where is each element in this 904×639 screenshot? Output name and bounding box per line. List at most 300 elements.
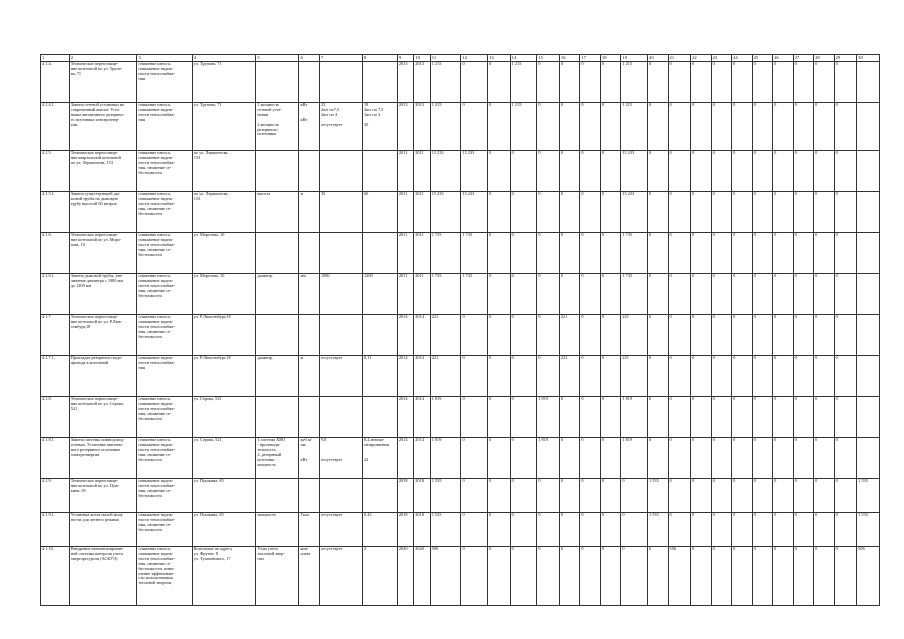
table-cell: 0 xyxy=(510,479,537,513)
table-cell: 0 xyxy=(668,233,691,274)
column-number-cell: 25 xyxy=(752,55,773,62)
column-number-cell: 8 xyxy=(363,55,398,62)
table-cell: 0 xyxy=(752,192,773,233)
table-cell: 2014 xyxy=(397,397,413,438)
column-number-cell: 18 xyxy=(600,55,621,62)
table-cell: 0 xyxy=(752,356,773,397)
table-cell: 18 2шт по 7,5 1шт по 3 30 xyxy=(363,103,398,151)
table-cell: м xyxy=(299,192,320,233)
table-cell: ул. Серова, 521 xyxy=(192,438,256,479)
table-cell: 0 xyxy=(732,151,753,192)
table-cell: 0 xyxy=(648,274,669,315)
table-cell: снижение износа, повышение надеж- ности теплоснабже- ния, снижение се- бестоимости, повы- шение эффективно- сти использования тепловой энергии, xyxy=(137,547,192,606)
table-cell: 60 xyxy=(363,192,398,233)
table-cell: 0 xyxy=(834,513,857,547)
column-number-cell: 15 xyxy=(537,55,560,62)
table-cell: 2014 xyxy=(414,438,430,479)
table-cell: Замена системы химводопод- готовки. Установка автоном- ного резервного источника электроэнергии xyxy=(69,438,137,479)
table-cell: 0 xyxy=(834,438,857,479)
table-cell: 1 819 xyxy=(621,438,648,479)
table-cell: 0 xyxy=(461,356,488,397)
table-cell: 0 xyxy=(691,547,712,606)
column-number-cell: 26 xyxy=(773,55,794,62)
table-cell: 0 xyxy=(488,151,511,192)
table-cell: 0 xyxy=(600,397,621,438)
table-cell: 0,11 xyxy=(363,356,398,397)
table-cell xyxy=(256,233,299,274)
table-cell: 0 xyxy=(668,151,691,192)
table-cell: 0 xyxy=(488,103,511,151)
table-cell: 1 535 xyxy=(648,513,669,547)
table-cell: 221 xyxy=(559,356,580,397)
table-cell: 1 735 xyxy=(430,233,461,274)
table-cell: 0 xyxy=(773,479,794,513)
table-cell xyxy=(256,62,299,103)
table-cell: 1.мощность сетевой уста- новки 2.мощность резервного источника xyxy=(256,103,299,151)
table-cell: 0 xyxy=(648,547,669,606)
table-row xyxy=(41,151,880,192)
column-number-cell: 21 xyxy=(668,55,691,62)
table-cell: 0 xyxy=(559,233,580,274)
table-cell: Прокладка резервного водо- провода в котельной xyxy=(69,356,137,397)
table-cell: 0 xyxy=(461,547,488,606)
table-cell: м xyxy=(299,356,320,397)
table-cell: 0 xyxy=(537,233,560,274)
table-cell: 1 215 xyxy=(430,62,461,103)
table-cell: 0 xyxy=(814,103,835,151)
table-cell: 0 xyxy=(814,356,835,397)
table-cell: 2018 xyxy=(414,513,430,547)
table-cell: 1 215 xyxy=(430,103,461,151)
table-cell: отсутствует xyxy=(319,356,362,397)
table-cell: 0 xyxy=(834,397,857,438)
table-cell: 0 xyxy=(732,513,753,547)
table-cell: 0 xyxy=(580,62,601,103)
table-cell: 9,8 отсутствует xyxy=(319,438,362,479)
table-cell: 0 xyxy=(488,192,511,233)
table-cell: 0 xyxy=(580,151,601,192)
item-number-cell: 4.1.6. xyxy=(41,233,70,274)
table-cell: 0 xyxy=(814,438,835,479)
table-cell xyxy=(363,315,398,356)
table-cell: ул. Морозова, 10 xyxy=(192,274,256,315)
table-cell: 0 xyxy=(510,513,537,547)
table-cell: 2020 xyxy=(414,547,430,606)
table-cell: 221 xyxy=(430,315,461,356)
table-cell: снижение износа, повышение надеж- ности теплоснабже- ния xyxy=(137,103,192,151)
table-cell: 2011 xyxy=(414,274,430,315)
table-cell: 0 xyxy=(752,233,773,274)
table-cell: 0 xyxy=(691,151,712,192)
table-cell: 2011 xyxy=(397,233,413,274)
table-cell: 0 xyxy=(793,103,814,151)
table-cell: 0 xyxy=(668,192,691,233)
table-cell: 0 xyxy=(834,192,857,233)
table-cell: кВт кВт xyxy=(299,103,320,151)
table-cell: 0 xyxy=(600,274,621,315)
column-number-cell: 14 xyxy=(510,55,537,62)
table-cell xyxy=(363,479,398,513)
item-number-cell: 4.1.4.1. xyxy=(41,103,70,151)
table-cell: 1 535 xyxy=(430,513,461,547)
table-cell: 0 xyxy=(537,547,560,606)
table-cell: 23 2шт по7,5 2шт по 4 отсутствует xyxy=(319,103,362,151)
table-cell: 0 xyxy=(814,547,835,606)
table-cell: 0 xyxy=(834,315,857,356)
item-number-cell: 4.1.4. xyxy=(41,62,70,103)
table-cell: 0 xyxy=(668,103,691,151)
table-cell xyxy=(857,192,880,233)
column-number-cell: 11 xyxy=(430,55,461,62)
table-cell: 0 xyxy=(711,233,732,274)
table-cell: диаметр xyxy=(256,274,299,315)
table-cell: 2011 xyxy=(397,274,413,315)
table-cell: 0 xyxy=(510,151,537,192)
table-cell: 0 xyxy=(621,513,648,547)
table-cell: 0 xyxy=(814,151,835,192)
table-cell: 0 xyxy=(814,315,835,356)
column-number-cell: 23 xyxy=(711,55,732,62)
table-cell: 0 xyxy=(510,233,537,274)
table-cell: 0 xyxy=(510,547,537,606)
table-cell: 0 xyxy=(600,315,621,356)
table-cell: 0 xyxy=(461,479,488,513)
table-cell: 0 xyxy=(691,192,712,233)
table-cell: 0 xyxy=(580,315,601,356)
table-cell: снижение износа, повышение надеж- ности теплоснабже- ния, снижение се- бестоимости xyxy=(137,233,192,274)
table-cell: 0 xyxy=(580,479,601,513)
table-cell: 0 xyxy=(814,233,835,274)
table-cell: 0 xyxy=(488,62,511,103)
table-cell: 15 233 xyxy=(461,192,488,233)
table-cell: 0 xyxy=(580,438,601,479)
table-cell: 0 xyxy=(752,274,773,315)
table-cell: 0 xyxy=(537,513,560,547)
table-cell: Техническое переоснаще- ние квартальной котельной по ул. Лермонтова, 153 xyxy=(69,151,137,192)
table-cell: 0 xyxy=(834,233,857,274)
table-cell: 0 xyxy=(732,356,753,397)
table-cell: 0 xyxy=(711,513,732,547)
table-cell: 0 xyxy=(691,479,712,513)
table-cell xyxy=(363,397,398,438)
table-cell: 1 535 xyxy=(430,479,461,513)
column-number-cell: 1 xyxy=(41,55,70,62)
table-cell: 35 xyxy=(319,192,362,233)
table-cell: 0 xyxy=(510,274,537,315)
table-row xyxy=(41,438,880,479)
table-cell: 0 xyxy=(732,103,753,151)
table-cell: 2011 xyxy=(397,151,413,192)
table-cell: 0 xyxy=(559,62,580,103)
table-cell: 0 xyxy=(488,479,511,513)
table-cell: 0 xyxy=(773,356,794,397)
item-number-cell: 4.1.7. xyxy=(41,315,70,356)
table-cell: 0 xyxy=(621,547,648,606)
table-cell: повышение надеж- ности теплоснабже- ния, снижение се- бестоимости xyxy=(137,513,192,547)
table-cell: 0 xyxy=(732,192,753,233)
column-number-cell: 9 xyxy=(397,55,413,62)
table-cell: 1.система ХВО - производи- тельность 2. резервный источник - мощность xyxy=(256,438,299,479)
table-cell xyxy=(299,315,320,356)
column-number-cell: 5 xyxy=(256,55,299,62)
table-cell: 0 xyxy=(559,438,580,479)
table-cell: 0 xyxy=(752,151,773,192)
table-cell: снижение износа, повышение надеж- ности теплоснабже- ния, снижение се- бестоимости xyxy=(137,397,192,438)
table-cell: 2011 xyxy=(414,233,430,274)
table-cell: 0 xyxy=(600,103,621,151)
table-cell: 2011 xyxy=(414,151,430,192)
table-cell: 0 xyxy=(510,192,537,233)
table-cell xyxy=(319,151,362,192)
table-cell: 0 xyxy=(834,274,857,315)
table-cell: 0 xyxy=(668,479,691,513)
table-cell: 2013 xyxy=(397,103,413,151)
table-cell: 0 xyxy=(559,397,580,438)
table-cell: 0 xyxy=(668,397,691,438)
table-cell: 0 xyxy=(711,356,732,397)
table-cell: 1 535 xyxy=(857,479,880,513)
table-cell xyxy=(857,397,880,438)
table-cell: 0 xyxy=(537,479,560,513)
column-number-cell: 29 xyxy=(834,55,857,62)
table-cell: 0 xyxy=(537,356,560,397)
table-cell: 0 xyxy=(793,233,814,274)
table-cell: 0 xyxy=(773,547,794,606)
table-cell: 0 xyxy=(537,315,560,356)
table-cell xyxy=(857,103,880,151)
table-cell: 0 xyxy=(773,274,794,315)
table-cell: 2014 xyxy=(414,356,430,397)
table-cell: 0 xyxy=(711,438,732,479)
table-row xyxy=(41,356,880,397)
table-cell: 0 xyxy=(691,315,712,356)
table-cell: 0 xyxy=(814,397,835,438)
table-cell: 1 215 xyxy=(510,62,537,103)
table-cell: 2018 xyxy=(397,479,413,513)
table-cell: ул. Трупова, 71 xyxy=(192,62,256,103)
document-page xyxy=(40,54,880,606)
table-cell: снижение износа, повышение надеж- ности теплоснабже- ния, снижение се- бестоимости xyxy=(137,438,192,479)
table-cell: 15 233 xyxy=(430,192,461,233)
table-cell: 0 xyxy=(814,274,835,315)
table-cell: 0 xyxy=(537,192,560,233)
table-cell: 0 xyxy=(814,479,835,513)
table-cell: 0 xyxy=(488,274,511,315)
table-cell: 1 535 xyxy=(648,479,669,513)
table-cell: 0 xyxy=(668,438,691,479)
table-cell: 0 xyxy=(600,62,621,103)
table-cell: 1 215 xyxy=(621,62,648,103)
column-number-cell: 13 xyxy=(488,55,511,62)
table-cell: 1 819 xyxy=(621,397,648,438)
column-number-cell: 24 xyxy=(732,55,753,62)
table-cell: 0 xyxy=(580,547,601,606)
table-cell: 0 xyxy=(600,233,621,274)
table-cell xyxy=(857,315,880,356)
column-number-cell: 30 xyxy=(857,55,880,62)
table-cell: 1 215 xyxy=(510,103,537,151)
table-cell: снижение износа, повышение надеж- ности теплоснабже- ния xyxy=(137,62,192,103)
column-number-cell: 17 xyxy=(580,55,601,62)
table-cell xyxy=(299,62,320,103)
table-cell: Котельные по адресу ул. Фрунзе, 8 ул. Тухачевского, 17 xyxy=(192,547,256,606)
table-cell: 0 xyxy=(773,438,794,479)
table-cell: мощность xyxy=(256,513,299,547)
table-cell: 0 xyxy=(793,547,814,606)
table-cell xyxy=(256,397,299,438)
table-cell: 0 xyxy=(773,397,794,438)
column-number-cell: 3 xyxy=(137,55,192,62)
table-cell xyxy=(363,151,398,192)
table-cell: 0 xyxy=(691,438,712,479)
table-cell: 0 xyxy=(752,103,773,151)
table-cell: 221 xyxy=(621,315,648,356)
investment-program-table xyxy=(40,54,880,606)
table-cell: 0 xyxy=(461,62,488,103)
table-cell: 0 xyxy=(580,192,601,233)
table-cell: 0 xyxy=(711,479,732,513)
column-number-row xyxy=(41,55,880,62)
table-cell: 0 xyxy=(668,315,691,356)
table-cell: 1 215 xyxy=(621,103,648,151)
table-cell xyxy=(363,233,398,274)
table-cell: 0 xyxy=(773,192,794,233)
table-cell: 0 xyxy=(600,151,621,192)
table-cell: Узлы учета тепловой энер- гии xyxy=(256,547,299,606)
table-cell: 0 xyxy=(600,438,621,479)
table-cell xyxy=(857,356,880,397)
table-cell: 0 xyxy=(580,356,601,397)
table-cell: 15 233 xyxy=(430,151,461,192)
table-cell: 1 735 xyxy=(461,274,488,315)
table-cell: Техническое переоснаще- ние котельной по ул. Пуш- кина, 65 xyxy=(69,479,137,513)
table-cell xyxy=(299,151,320,192)
table-cell: 0 xyxy=(510,315,537,356)
table-cell: 0 xyxy=(488,513,511,547)
table-cell: 0 xyxy=(510,397,537,438)
table-cell: 1 735 xyxy=(621,274,648,315)
table-cell xyxy=(319,397,362,438)
table-cell: 0 xyxy=(488,233,511,274)
column-number-cell: 4 xyxy=(192,55,256,62)
table-cell: 0 xyxy=(580,103,601,151)
item-number-cell: 4.1.9.1. xyxy=(41,513,70,547)
table-cell: Замена дымовой трубы, уве- личение диаметра с 1000 мм до 1200 мм xyxy=(69,274,137,315)
table-cell xyxy=(857,233,880,274)
table-cell: 0 xyxy=(648,438,669,479)
table-cell: 0 xyxy=(461,513,488,547)
table-cell: 0 xyxy=(793,397,814,438)
table-cell: 2018 xyxy=(397,513,413,547)
column-number-cell: 19 xyxy=(621,55,648,62)
table-cell: 0 xyxy=(580,274,601,315)
table-cell: 0 xyxy=(510,438,537,479)
table-cell: 0 xyxy=(691,274,712,315)
table-cell: 0 xyxy=(488,315,511,356)
table-cell: 0 xyxy=(648,151,669,192)
table-cell: 2014 xyxy=(397,356,413,397)
item-number-cell: 4.1.5. xyxy=(41,151,70,192)
table-cell: повышение надеж- ности теплоснабже- ния, снижение се- бестоимости xyxy=(137,479,192,513)
table-cell xyxy=(299,397,320,438)
table-cell: снижение износа, повышение надеж- ности теплоснабже- ния, снижение се- бестоимости xyxy=(137,192,192,233)
table-cell: 0 xyxy=(752,547,773,606)
table-cell: высота xyxy=(256,192,299,233)
table-cell: 0 xyxy=(461,397,488,438)
table-cell: 0 xyxy=(488,438,511,479)
table-cell: 2014 xyxy=(397,438,413,479)
table-cell: мм xyxy=(299,274,320,315)
table-cell: 1 735 xyxy=(430,274,461,315)
table-cell xyxy=(319,315,362,356)
table-cell: 0 xyxy=(732,62,753,103)
column-number-cell: 6 xyxy=(299,55,320,62)
table-cell: 0 xyxy=(648,103,669,151)
table-cell xyxy=(857,438,880,479)
table-cell: 0 xyxy=(600,356,621,397)
table-cell xyxy=(256,315,299,356)
table-cell: 0 xyxy=(668,356,691,397)
table-cell: 0 xyxy=(834,151,857,192)
table-cell: 0 xyxy=(600,479,621,513)
table-cell: 0 xyxy=(814,62,835,103)
table-cell: Замена сетевой установки на современный аналог. Уста- новка автономного резервно- го источника электроэнер- гии. xyxy=(69,103,137,151)
table-cell: 0 xyxy=(537,151,560,192)
table-cell: 0 xyxy=(559,103,580,151)
table-row xyxy=(41,397,880,438)
table-cell: Замена существующей ды- мовой трубы на дымовую трубу высотой 60 метров xyxy=(69,192,137,233)
table-cell: 0 xyxy=(648,397,669,438)
column-number-cell: 2 xyxy=(69,55,137,62)
table-cell: 0 xyxy=(691,233,712,274)
table-cell xyxy=(319,479,362,513)
table-cell: отсутствует xyxy=(319,547,362,606)
table-cell: по ул. Лермонтова, 153 xyxy=(192,151,256,192)
table-cell: 0 xyxy=(668,274,691,315)
table-cell: 0 xyxy=(752,315,773,356)
table-cell: 221 xyxy=(621,356,648,397)
table-cell: 0 xyxy=(580,513,601,547)
table-cell xyxy=(857,151,880,192)
table-cell: 1200 xyxy=(363,274,398,315)
table-cell: 0 xyxy=(648,62,669,103)
table-cell xyxy=(857,62,880,103)
table-cell: 0 xyxy=(732,315,753,356)
table-cell: 506 xyxy=(668,547,691,606)
table-cell: 0 xyxy=(834,547,857,606)
table-row xyxy=(41,62,880,103)
table-cell: 0 xyxy=(834,356,857,397)
table-cell: 0 xyxy=(732,438,753,479)
item-number-cell: 4.1.9. xyxy=(41,479,70,513)
column-number-cell: 22 xyxy=(691,55,712,62)
table-cell: 8,4 автома- тизированная 22 xyxy=(363,438,398,479)
table-cell: 0 xyxy=(773,513,794,547)
table-cell: 0 xyxy=(559,547,580,606)
table-cell: ул. Серова, 521 xyxy=(192,397,256,438)
table-cell: 15 233 xyxy=(621,192,648,233)
table-cell: 0 xyxy=(559,513,580,547)
table-cell: 0 xyxy=(461,103,488,151)
table-cell: 0 xyxy=(621,479,648,513)
table-cell: 221 xyxy=(559,315,580,356)
column-number-cell: 16 xyxy=(559,55,580,62)
table-cell: 0 xyxy=(732,233,753,274)
table-cell: 0 xyxy=(711,315,732,356)
table-row xyxy=(41,513,880,547)
item-number-cell: 4.1.8. xyxy=(41,397,70,438)
table-row xyxy=(41,192,880,233)
